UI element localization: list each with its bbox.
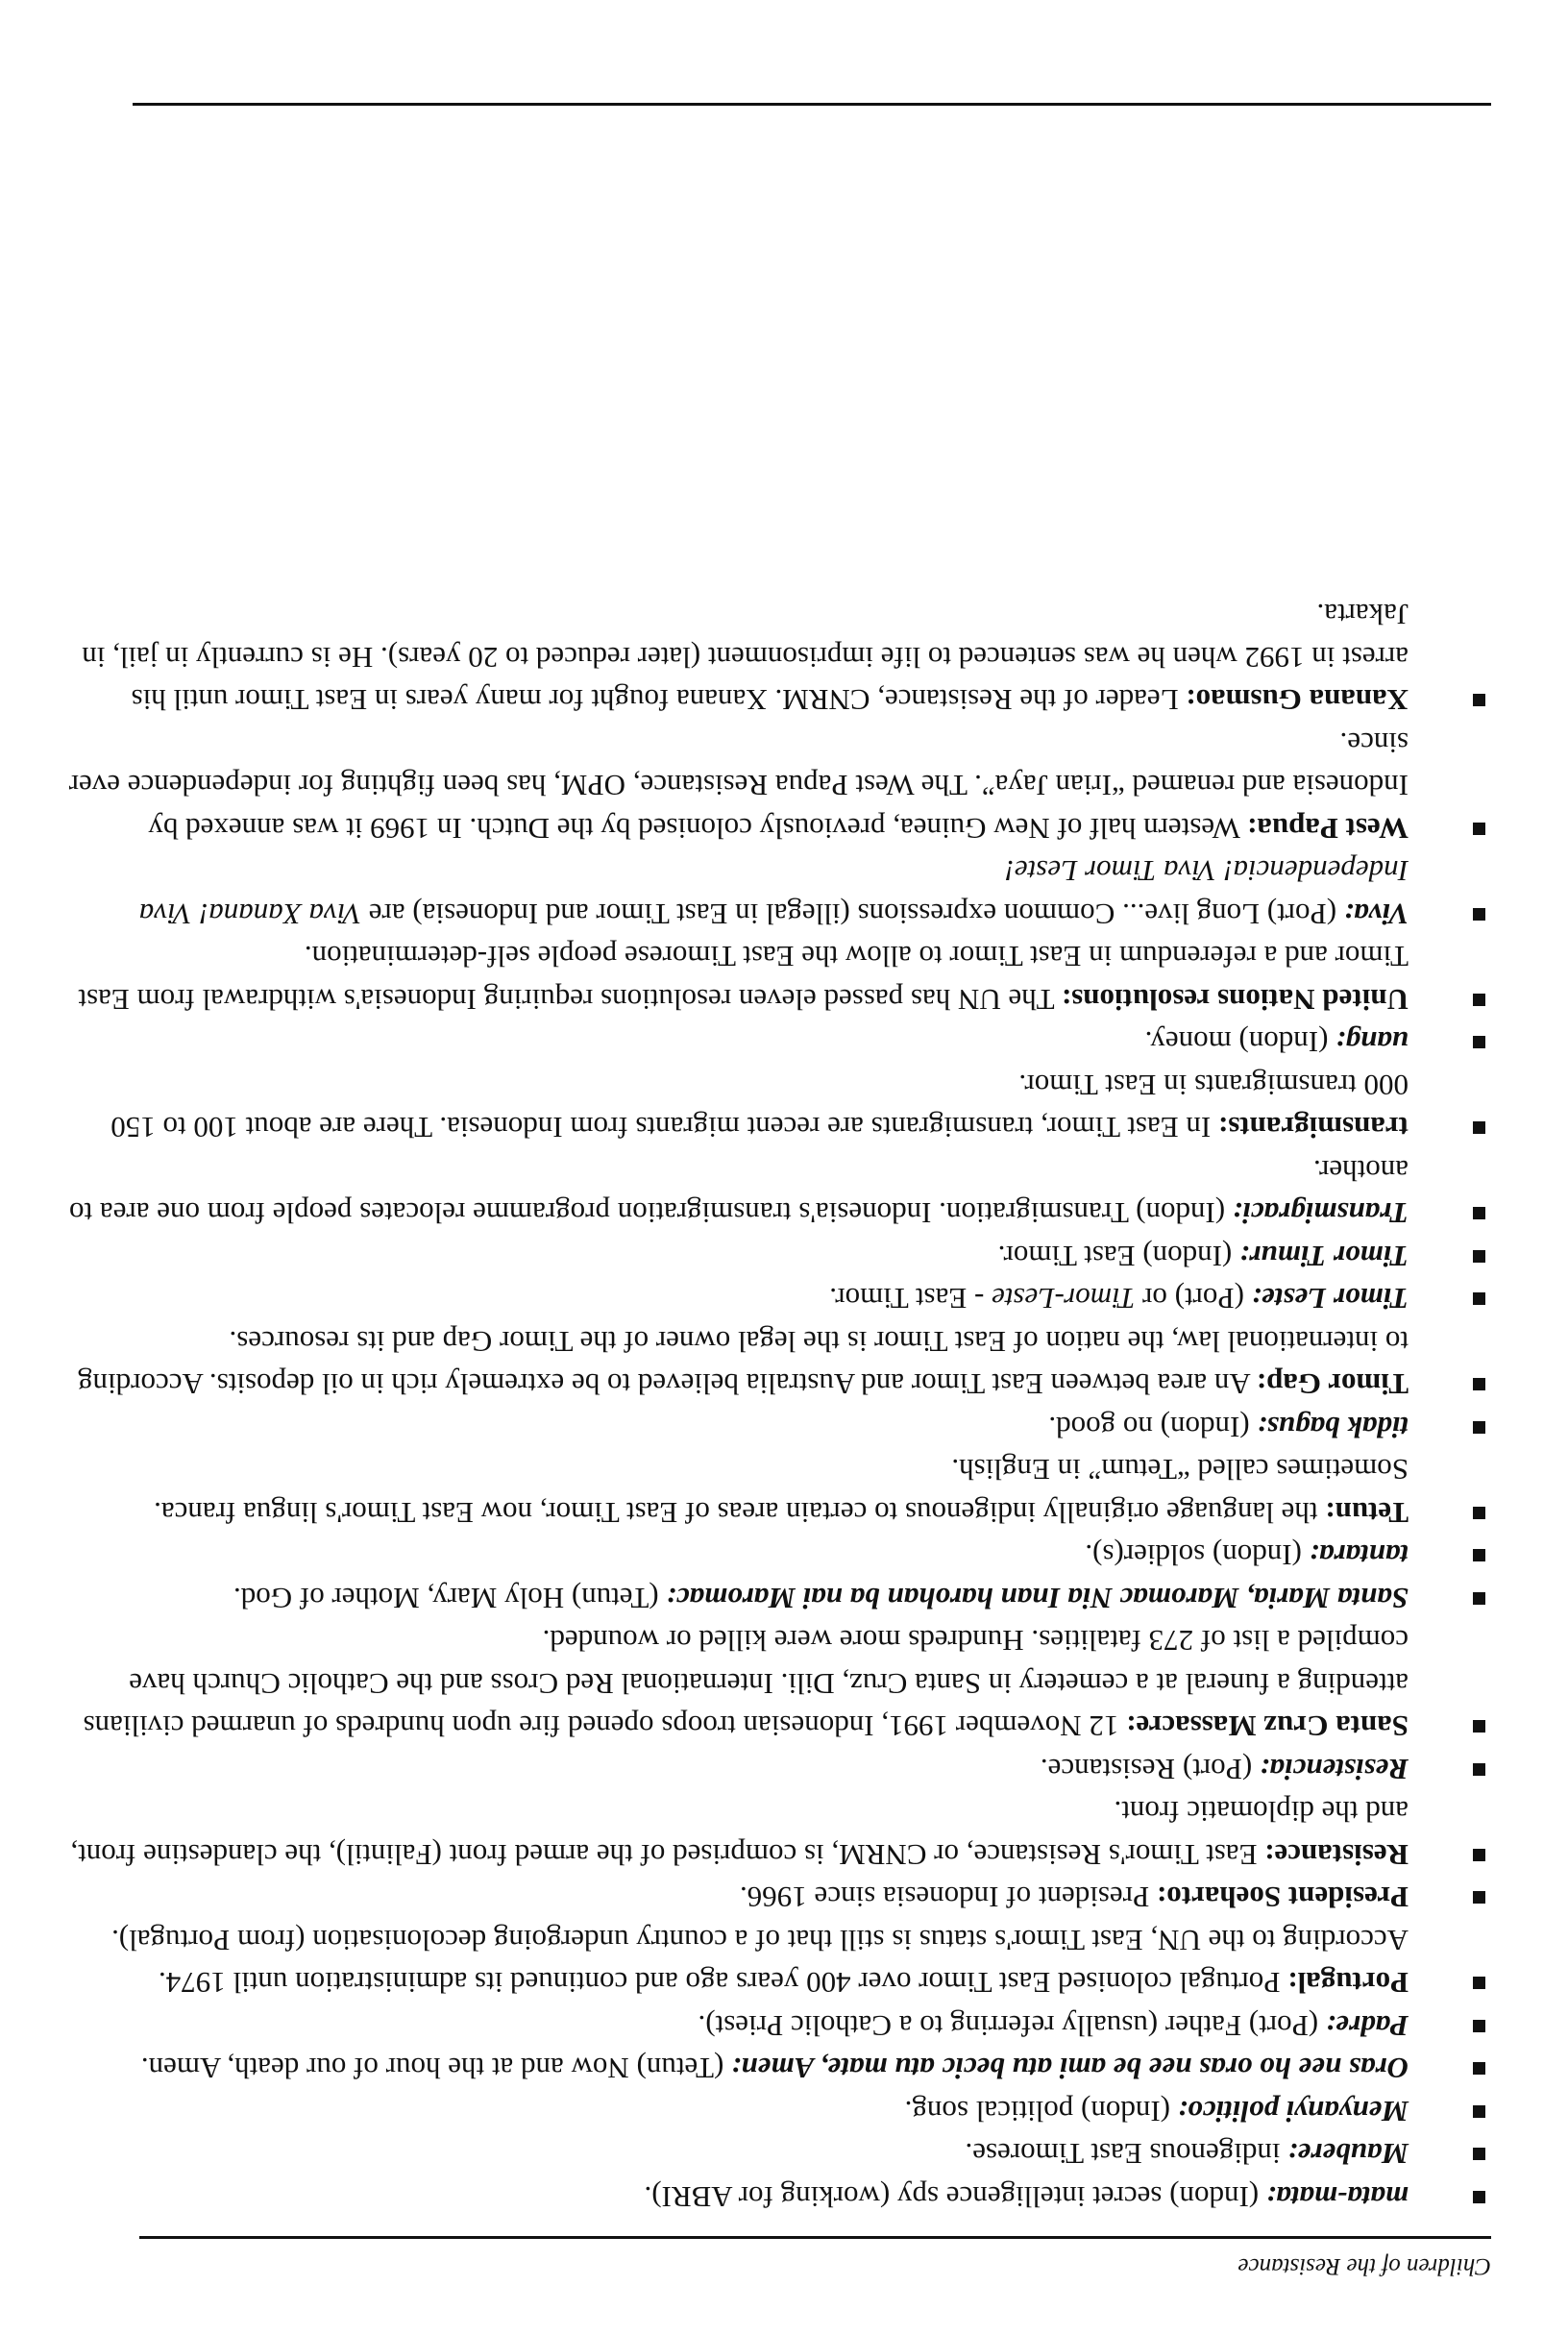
glossary-entry (64, 1020, 1491, 1064)
definition-text: - East Timor. (829, 1282, 992, 1316)
glossary-term: President Soeharto: (1156, 1880, 1409, 1915)
bullet-icon (1473, 2191, 1485, 2203)
bullet-icon (1473, 1208, 1485, 1220)
glossary-entry (64, 2132, 1491, 2175)
glossary-term: tidak bagus: (1257, 1411, 1409, 1444)
glossary-entry (64, 1577, 1491, 1620)
glossary-term: Timor Gap: (1256, 1367, 1409, 1402)
bullet-icon (1473, 1293, 1485, 1306)
glossary-term: uang: (1335, 1025, 1409, 1060)
bullet-icon (1473, 823, 1485, 835)
glossary-entry (64, 1277, 1491, 1320)
bullet-icon (1473, 1379, 1485, 1391)
bullet-icon (1473, 1550, 1485, 1562)
bullet-icon (1473, 1122, 1485, 1135)
glossary-definition: (Indon) secret intelligence spy (working for ABRI). (644, 2180, 1266, 2214)
glossary-definition: 12 November 1991, Indonesian troops opened fire upon hundreds of unarmed civilians attending a funeral at a cemetery in Santa Cruz, Dili. International Red Cross and the Catholic Church have compiled a list of 273 fatalities. Hundreds more were killed or wounded. (83, 1624, 1409, 1744)
glossary-term: Padre: (1325, 2009, 1409, 2043)
bullet-icon (1473, 1250, 1485, 1263)
glossary-term: Maubere: (1287, 2137, 1409, 2172)
glossary-term: transmigrants: (1217, 1111, 1409, 1145)
glossary-definition: An area between East Timor and Australia believed to be extremely rich in oil deposits. According to international law, the nation of East Timor is the legal owner of the Timor Gap and its resources. (78, 1325, 1409, 1402)
glossary-entry (64, 593, 1491, 722)
glossary-definition: Portugal colonised East Timor over 400 years ago and continued its administration until 1974. According to the UN, East Timor's status is still that of a country undergoing decolonisation (from Portugal). (111, 1924, 1409, 2001)
glossary-definition: (Indon) no good. (1048, 1411, 1258, 1444)
glossary-definition: (Port) Father (usually referring to a Catholic Priest). (698, 2009, 1326, 2043)
glossary-entry (64, 1534, 1491, 1577)
glossary-entry (64, 722, 1491, 850)
glossary-entry (64, 935, 1491, 1020)
definition-italic: Timor-Leste (992, 1282, 1136, 1316)
glossary-definition (139, 855, 1409, 932)
bullet-icon (1473, 695, 1485, 707)
glossary-term: Xanana Gusmao: (1186, 683, 1409, 718)
glossary-term: Timor Leste: (1251, 1282, 1409, 1316)
glossary-entry (64, 1448, 1491, 1534)
definition-italic: Viva Xanana! Viva Independencia! Viva Timor Leste! (138, 854, 1409, 931)
glossary-term: tantara: (1309, 1538, 1409, 1573)
glossary-entry (64, 1064, 1491, 1149)
running-header: Children of the Resistance (1237, 2253, 1491, 2279)
glossary-entry (64, 1919, 1491, 2004)
glossary-entry (64, 1619, 1491, 1748)
glossary-term: Transmigraci: (1232, 1196, 1409, 1231)
glossary-definition: President of Indonesia since 1966. (740, 1880, 1157, 1915)
glossary-definition: (Port) Resistance. (1040, 1753, 1260, 1786)
glossary-term: Resistance: (1264, 1838, 1409, 1872)
bullet-icon (1473, 2105, 1485, 2118)
glossary-definition: In East Timor, transmigrants are recent migrants from Indonesia. There are about 100 to 150 000 transmigrants in East Timor. (110, 1069, 1409, 1145)
glossary-definition: East Timor's Resistance, or CNRM, is comprised of the armed front (Falintil), the clandestine front, and the diplomatic front. (70, 1795, 1409, 1872)
bullet-icon (1473, 908, 1485, 921)
glossary-term: Tetun: (1325, 1496, 1409, 1530)
bullet-icon (1473, 2149, 1485, 2161)
glossary-entry (64, 1406, 1491, 1449)
glossary-entry (64, 1790, 1491, 1876)
bullet-icon (1473, 1592, 1485, 1605)
glossary-definition: Leader of the Resistance, CNRM. Xanana fought for many years in East Timor until his arrest in 1992 when he was sentenced to life imprisonment (later reduced to 20 years). He is currently in jail, in Jakarta. (82, 598, 1409, 718)
glossary-definition: The UN has passed eleven resolutions requiring Indonesia's withdrawal from East Timor and a referendum in East Timor to allow the East Timorese people self-determination. (78, 940, 1409, 1017)
glossary-term: Oras nee ho oras nee be ami atu becic atu mate, Amen: (731, 2052, 1409, 2086)
glossary-entry (64, 1149, 1491, 1235)
glossary-definition (829, 1283, 1251, 1316)
glossary-term: Menyanyi politico: (1177, 2095, 1409, 2128)
glossary-definition: (Indon) Transmigration. Indonesia's transmigration programme relocates people from one area to another. (69, 1154, 1409, 1231)
glossary-definition: (Tetun) Holy Mary, Mother of God. (233, 1582, 667, 1615)
glossary-term: Viva: (1343, 897, 1409, 931)
bullet-icon (1473, 1721, 1485, 1733)
glossary-list (64, 593, 1491, 2218)
glossary-definition: the language originally indigenous to certain areas of East Timor, now East Timor's lingua franca. Sometimes called “Tetum” in English. (154, 1453, 1409, 1530)
header-rule (139, 2236, 1491, 2239)
glossary-entry (64, 1320, 1491, 1406)
glossary-definition: Western half of New Guinea, previously colonised by the Dutch. In 1969 it was annexed by Indonesia and renamed “Irian Jaya”. The West Papua Resistance, OPM, has been fighting for independence ever since. (68, 726, 1409, 846)
glossary-entry (64, 2175, 1491, 2219)
glossary-term: United Nations resolutions: (1061, 983, 1409, 1017)
bullet-icon (1473, 1507, 1485, 1519)
glossary-entry (64, 2004, 1491, 2048)
glossary-entry (64, 1235, 1491, 1278)
glossary-entry (64, 849, 1491, 935)
definition-text: (Port) or (1135, 1282, 1252, 1316)
bullet-icon (1473, 1763, 1485, 1776)
bullet-icon (1473, 1037, 1485, 1049)
bullet-icon (1473, 1421, 1485, 1434)
glossary-entry (64, 2047, 1491, 2090)
glossary-term: Santa Cruz Massacre: (1126, 1709, 1409, 1744)
bullet-icon (1473, 994, 1485, 1006)
glossary-definition: indigenous East Timorese. (965, 2137, 1288, 2172)
glossary-entry (64, 1876, 1491, 1919)
footer-rule (133, 103, 1491, 106)
bullet-icon (1473, 1892, 1485, 1905)
glossary-entry (64, 1748, 1491, 1791)
glossary-term: mata-mata: (1265, 2180, 1409, 2214)
glossary-entry (64, 2090, 1491, 2133)
glossary-definition: (Indon) East Timor. (997, 1240, 1240, 1273)
bullet-icon (1473, 1978, 1485, 1990)
glossary-definition: (Indon) money. (1144, 1025, 1336, 1060)
bullet-icon (1473, 1849, 1485, 1861)
glossary-definition: (Indon) soldier(s). (1085, 1538, 1310, 1573)
glossary-term: Timor Timur: (1239, 1240, 1409, 1273)
glossary-definition: (Tetun) Now and at the hour of our death, Amen. (140, 2052, 732, 2086)
glossary-term: West Papua: (1247, 812, 1409, 846)
glossary-term: Resistencia: (1260, 1753, 1409, 1786)
glossary-term: Santa Maria, Maromac Nia Inan harohan ba nai Maromac: (666, 1582, 1409, 1615)
glossary-term: Portugal: (1287, 1966, 1409, 2001)
definition-text: (Port) Long live... Common expressions (illegal in East Timor and Indonesia) are (360, 897, 1344, 931)
glossary-definition: (Indon) political song. (904, 2095, 1178, 2128)
bullet-icon (1473, 2020, 1485, 2032)
bullet-icon (1473, 2063, 1485, 2076)
